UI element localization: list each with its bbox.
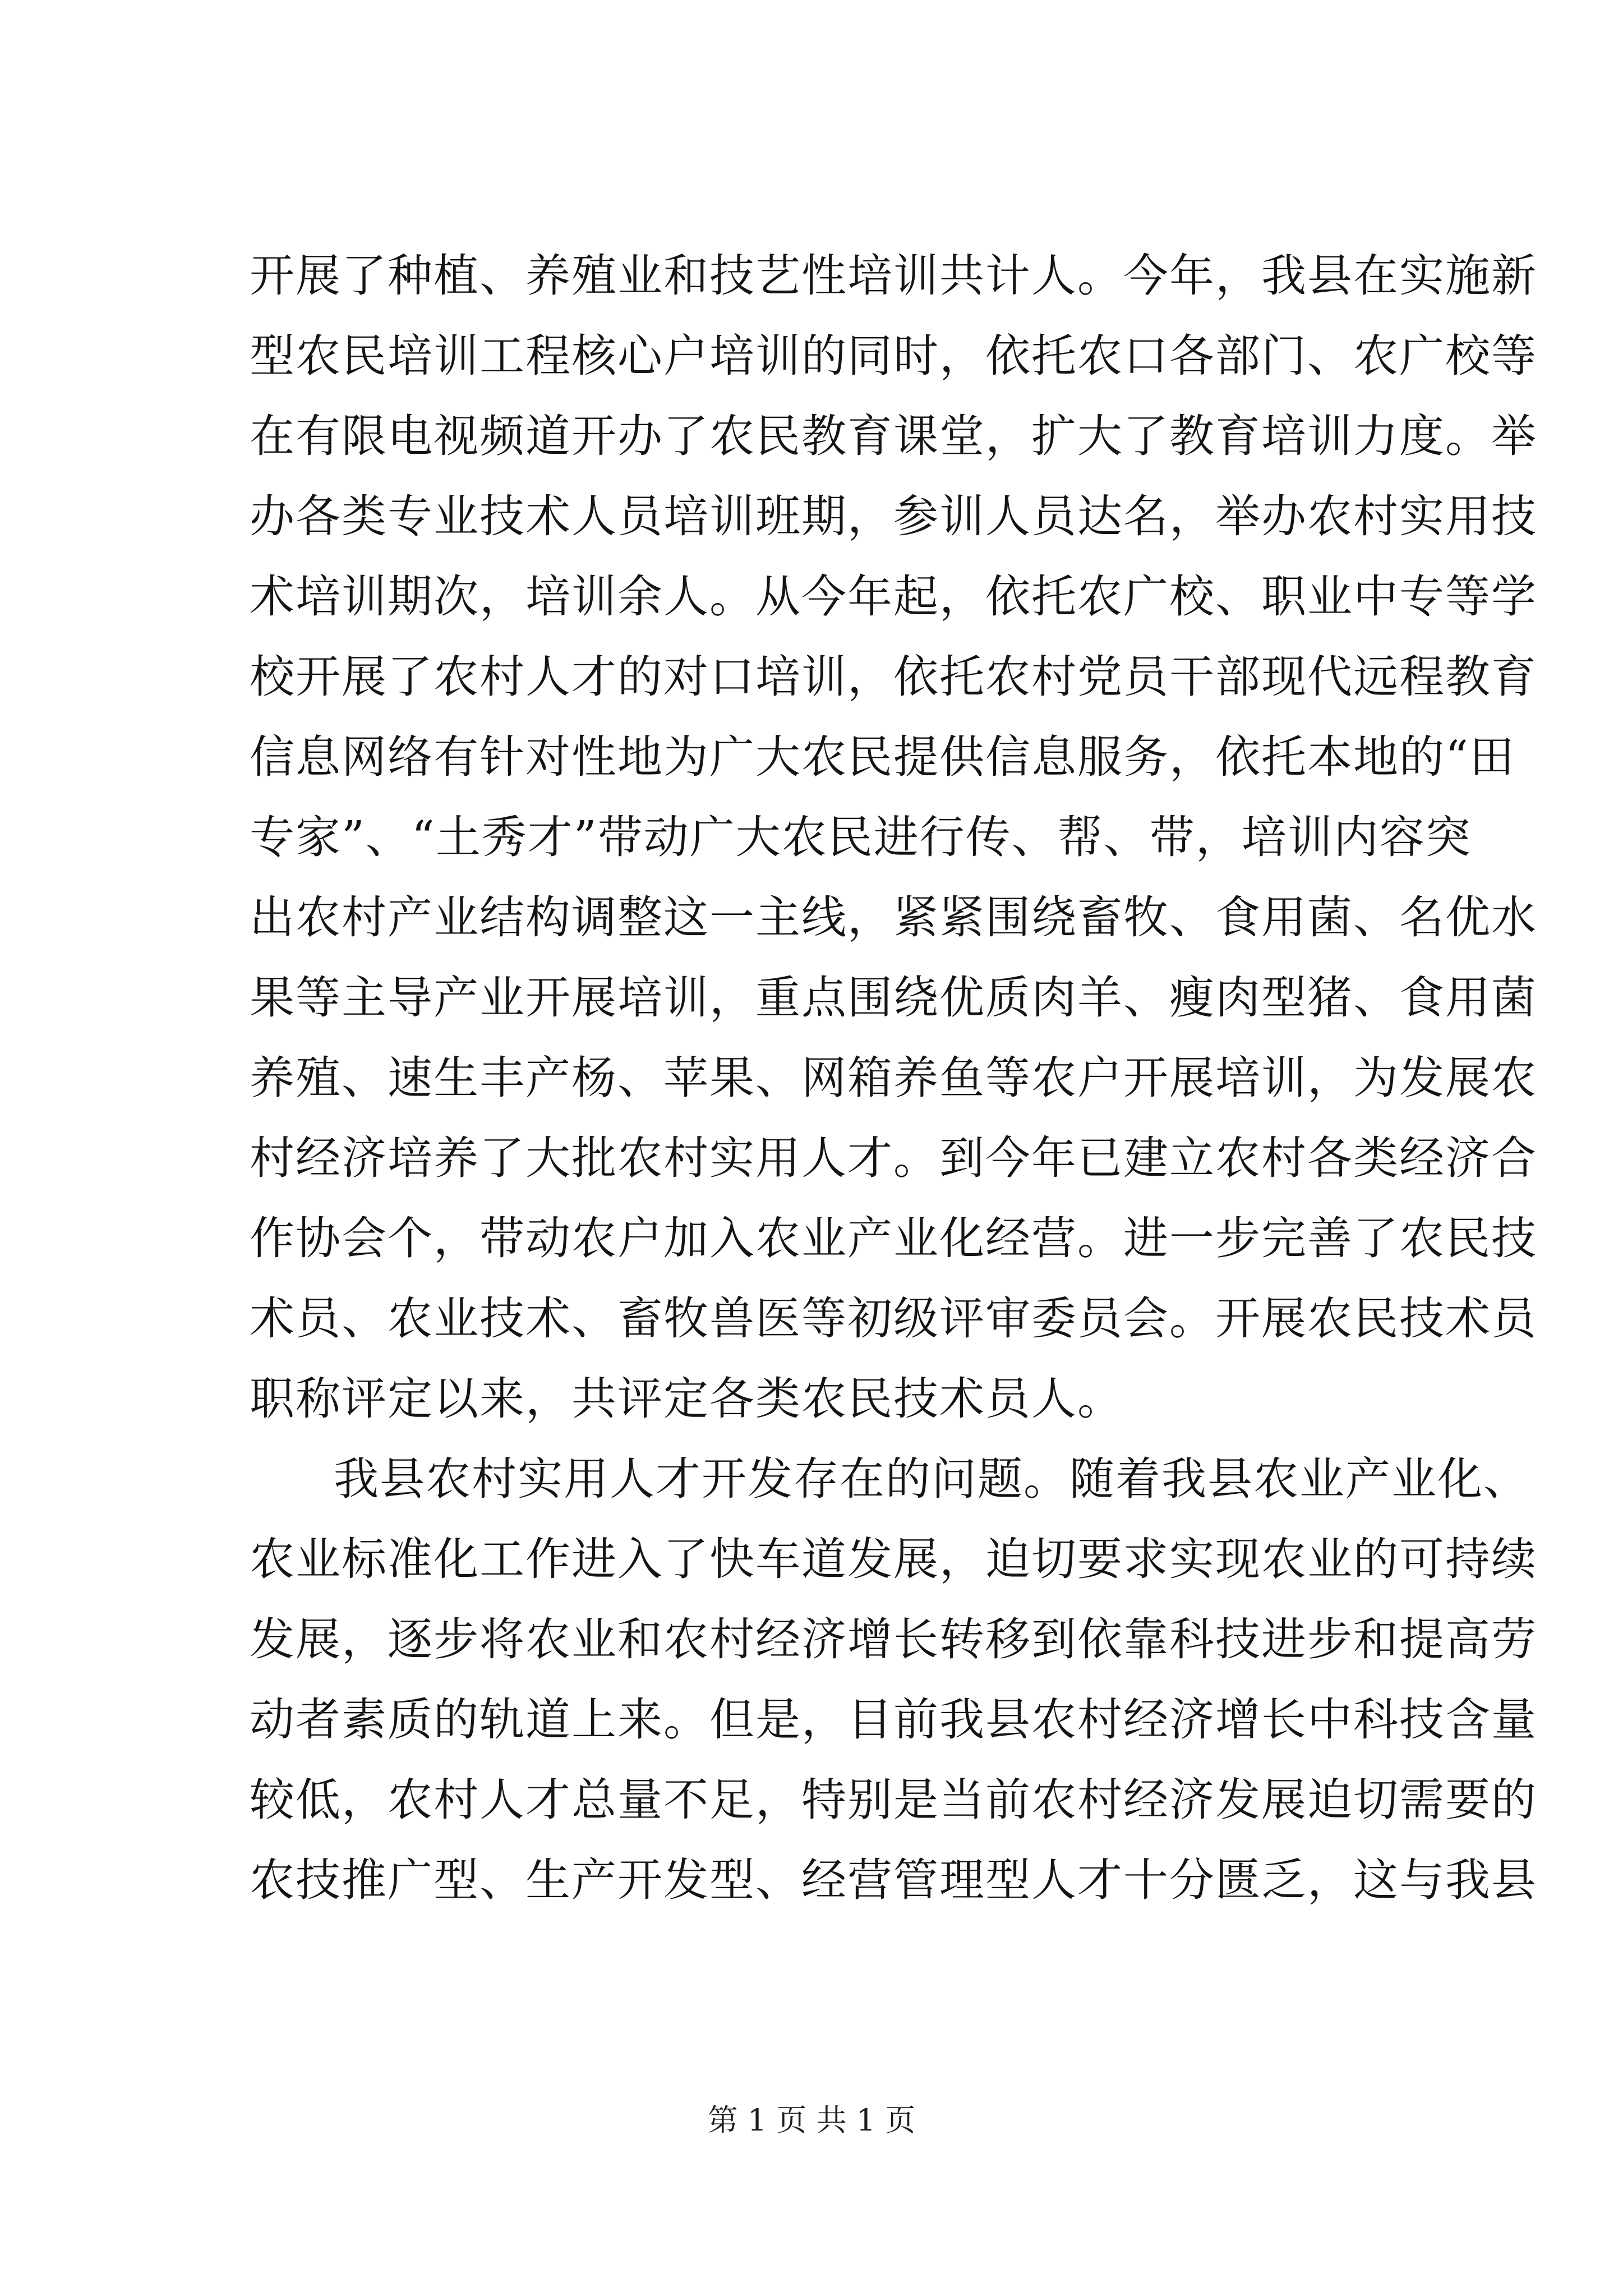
paragraph	[250, 1439, 1537, 1920]
body-text	[250, 236, 1537, 1920]
text-line: 办各类专业技术人员培训班期，参训人员达名，举办农村实用技	[250, 490, 1537, 542]
page-footer: 第 1 页 共 1 页	[707, 2102, 916, 2138]
text-line: 校开展了农村人才的对口培训，依托农村党员干部现代远程教育	[250, 651, 1537, 703]
text-line: 农业标准化工作进入了快车道发展，迫切要求实现农业的可持续	[250, 1533, 1537, 1585]
text-line: 术培训期次，培训余人。从今年起，依托农广校、职业中专等学	[250, 570, 1537, 623]
text-line: 我县农村实用人才开发存在的问题。随着我县农业产业化、	[334, 1453, 1529, 1505]
paragraph	[250, 236, 1537, 1439]
text-line: 果等主导产业开展培训，重点围绕优质肉羊、瘦肉型猪、食用菌	[250, 972, 1537, 1024]
text-line: 出农村产业结构调整这一主线，紧紧围绕畜牧、食用菌、名优水	[250, 891, 1537, 944]
text-line: 发展，逐步将农业和农村经济增长转移到依靠科技进步和提高劳	[250, 1613, 1537, 1665]
text-line: 信息网络有针对性地为广大农民提供信息服务，依托本地的“田	[250, 731, 1515, 783]
text-line: 职称评定以来，共评定各类农民技术员人。	[250, 1373, 1123, 1425]
text-line: 农技推广型、生产开发型、经营管理型人才十分匮乏，这与我县	[250, 1854, 1537, 1906]
text-line: 作协会个，带动农户加入农业产业化经营。进一步完善了农民技	[250, 1212, 1537, 1264]
text-line: 术员、农业技术、畜牧兽医等初级评审委员会。开展农民技术员	[250, 1292, 1537, 1345]
text-line: 动者素质的轨道上来。但是，目前我县农村经济增长中科技含量	[250, 1694, 1537, 1746]
text-line: 在有限电视频道开办了农民教育课堂，扩大了教育培训力度。举	[250, 410, 1537, 462]
text-line: 较低，农村人才总量不足，特别是当前农村经济发展迫切需要的	[250, 1774, 1537, 1826]
text-line: 养殖、速生丰产杨、苹果、网箱养鱼等农户开展培训，为发展农	[250, 1052, 1537, 1104]
text-line: 型农民培训工程核心户培训的同时，依托农口各部门、农广校等	[250, 330, 1537, 382]
text-line: 开展了种植、养殖业和技艺性培训共计人。今年，我县在实施新	[250, 250, 1537, 302]
text-line: 村经济培养了大批农村实用人才。到今年已建立农村各类经济合	[250, 1132, 1537, 1184]
text-line: 专家”、“土秀才”带动广大农民进行传、帮、带，培训内容突	[250, 811, 1472, 863]
